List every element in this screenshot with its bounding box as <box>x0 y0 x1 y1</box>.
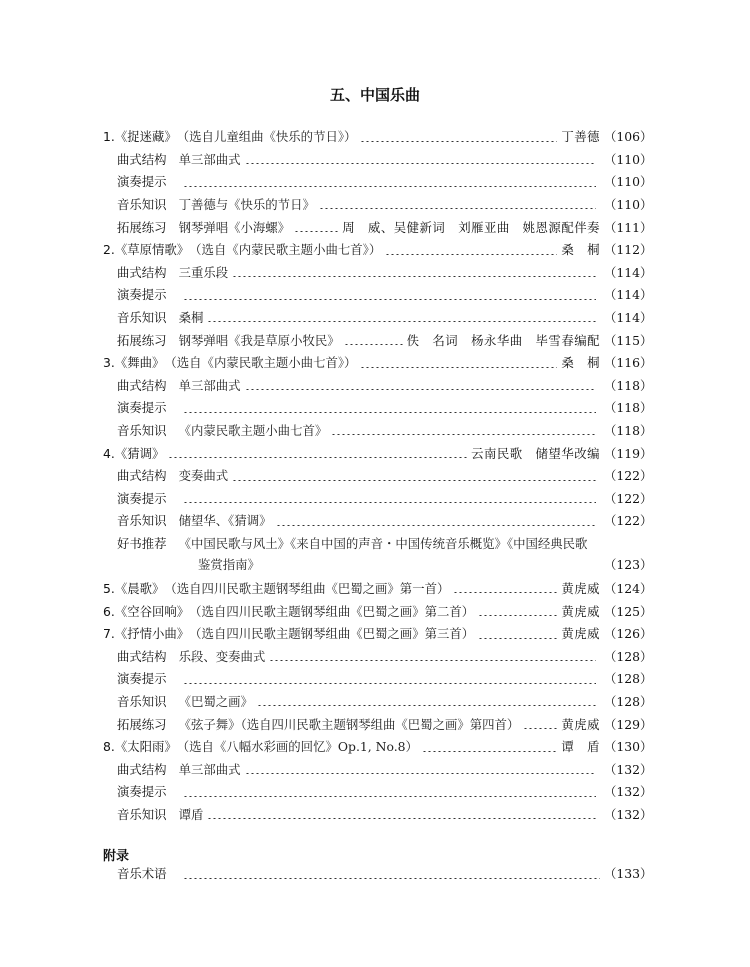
subentry-label: 音乐知识 <box>117 422 167 438</box>
entry-number: 6. <box>103 603 115 619</box>
dot-leader <box>276 525 597 526</box>
appendix-item[interactable] <box>103 858 653 882</box>
subentry-label: 曲式结构 <box>117 151 167 167</box>
subentry-label: 曲式结构 <box>117 648 167 664</box>
subentry-label: 音乐知识 <box>117 807 167 822</box>
dot-leader <box>478 615 557 616</box>
toc-entry[interactable] <box>103 618 653 642</box>
toc-subentry[interactable] <box>103 189 653 212</box>
dot-leader <box>453 592 557 593</box>
subentry-page: （129） <box>604 716 653 732</box>
toc-subentry[interactable] <box>103 754 653 777</box>
dot-leader <box>269 660 596 661</box>
entry-source: （选自《内蒙民歌主题小曲七首》） <box>189 242 382 258</box>
subentry-page: （114） <box>604 264 653 280</box>
subentry-desc: 《巴蜀之画》 <box>178 694 253 710</box>
subentry-desc: 《中国民歌与风土》《来自中国的声音・中国传统音乐概览》《中国经典民歌 <box>178 535 588 551</box>
subentry-page: （132） <box>604 807 653 822</box>
subentry-page: （128） <box>604 648 653 664</box>
entry-title: 《草原情歌》 <box>114 242 190 258</box>
dot-leader <box>422 751 557 752</box>
entry-title: 《空谷回响》 <box>114 603 190 619</box>
subentry-page: （118） <box>604 377 653 393</box>
subentry-page: （132） <box>604 784 653 800</box>
entry-source: （选自《八幅水彩画的回忆》Op.1, No.8） <box>176 739 418 755</box>
subentry-desc: 变奏曲式 <box>178 468 229 484</box>
entry-source: （选自四川民歌主题钢琴组曲《巴蜀之画》第二首） <box>189 603 475 619</box>
subentry-desc: 《内蒙民歌主题小曲七首》 <box>178 422 328 438</box>
dot-leader <box>360 141 557 142</box>
subentry-label: 拓展练习 <box>117 716 167 732</box>
subentry-page: （123） <box>604 556 653 572</box>
dot-leader <box>245 773 596 774</box>
toc-subentry[interactable] <box>103 144 653 167</box>
subentry-label: 演奏提示 <box>117 784 167 800</box>
dot-leader <box>344 344 403 345</box>
subentry-desc-continued: 鉴赏指南》 <box>198 556 260 572</box>
toc-subentry[interactable] <box>103 211 653 235</box>
entry-page: （119） <box>604 445 653 461</box>
subentry-label: 好书推荐 <box>117 535 167 551</box>
dot-leader <box>245 163 596 164</box>
toc-entry[interactable] <box>103 121 653 145</box>
toc-subentry[interactable] <box>103 528 650 551</box>
subentry-desc: 丁善德与《快乐的节日》 <box>178 196 315 212</box>
entry-source: （选自四川民歌主题钢琴组曲《巴蜀之画》第一首） <box>164 581 450 597</box>
toc-entry[interactable] <box>103 437 653 461</box>
subentry-label: 演奏提示 <box>117 287 167 303</box>
subentry-label: 曲式结构 <box>117 468 167 484</box>
toc-subentry[interactable] <box>103 392 653 416</box>
section-title: 五、中国乐曲 <box>329 86 420 104</box>
subentry-page: （110） <box>604 174 653 190</box>
subentry-author: 佚 名词 杨永华曲 毕雪春编配 <box>406 332 600 348</box>
entry-author: 桑 桐 <box>561 242 600 258</box>
dot-leader <box>319 208 596 209</box>
dot-leader <box>232 480 596 481</box>
entry-author: 黄虎威 <box>561 626 600 642</box>
appendix-item-label: 音乐术语 <box>117 866 167 882</box>
entry-author: 云南民歌 储望华改编 <box>471 445 600 461</box>
subentry-desc: 谭盾 <box>178 807 204 822</box>
toc-subentry[interactable] <box>103 686 653 710</box>
entry-number: 5. <box>103 581 115 597</box>
entry-page: （126） <box>604 626 653 642</box>
subentry-author: 周 威、吴健新词 刘雁亚曲 姚恩源配伴奏 <box>342 219 600 235</box>
subentry-label: 演奏提示 <box>117 490 167 506</box>
toc-subentry[interactable] <box>103 483 653 506</box>
entry-author: 丁善德 <box>561 129 600 145</box>
entry-source: （选自《内蒙民歌主题小曲七首》） <box>164 355 357 371</box>
subentry-page: （114） <box>604 287 653 303</box>
subentry-page: （122） <box>604 513 653 529</box>
entry-author: 黄虎威 <box>561 603 600 619</box>
toc-entry[interactable] <box>103 234 653 258</box>
dot-leader <box>331 434 596 435</box>
subentry-label: 拓展练习 <box>117 332 167 348</box>
subentry-desc: 桑桐 <box>178 309 204 325</box>
entry-author: 桑 桐 <box>561 355 600 371</box>
toc-subentry[interactable] <box>103 663 653 687</box>
toc-subentry[interactable] <box>103 279 653 303</box>
toc-subentry[interactable] <box>103 776 653 800</box>
dot-leader <box>232 276 596 277</box>
appendix-item-page: （133） <box>604 866 653 882</box>
subentry-page: （110） <box>604 151 653 167</box>
dot-leader <box>207 818 596 819</box>
table-of-contents <box>103 121 653 822</box>
subentry-desc: 钢琴弹唱《我是草原小牧民》 <box>178 332 340 348</box>
subentry-desc: 钢琴弹唱《小海螺》 <box>178 219 291 235</box>
entry-page: （116） <box>604 355 653 371</box>
subentry-page: （118） <box>604 422 653 438</box>
toc-subentry[interactable] <box>103 166 653 190</box>
toc-subentry[interactable] <box>103 257 653 280</box>
subentry-page: （122） <box>604 468 653 484</box>
dot-leader <box>523 728 557 729</box>
entry-author: 谭 盾 <box>561 739 600 755</box>
toc-entry[interactable] <box>103 731 653 755</box>
toc-subentry[interactable] <box>103 370 653 393</box>
subentry-page: （118） <box>604 400 653 416</box>
subentry-label: 音乐知识 <box>117 513 167 529</box>
entry-number: 8. <box>103 739 115 755</box>
subentry-page: （110） <box>604 196 653 212</box>
dot-leader <box>183 502 596 503</box>
dot-leader <box>294 231 338 232</box>
entry-title: 《太阳雨》 <box>114 739 177 755</box>
toc-entry[interactable] <box>103 347 653 371</box>
dot-leader <box>478 638 557 639</box>
subentry-page: （115） <box>604 332 653 348</box>
subentry-label: 音乐知识 <box>117 694 167 710</box>
dot-leader <box>183 878 600 879</box>
entry-number: 4. <box>103 445 115 461</box>
entry-title: 《晨歌》 <box>114 581 165 597</box>
entry-title: 《猜调》 <box>114 445 165 461</box>
entry-number: 1. <box>103 129 115 145</box>
subentry-label: 演奏提示 <box>117 671 167 687</box>
toc-subentry[interactable] <box>103 460 653 484</box>
subentry-page: （132） <box>604 761 653 777</box>
subentry-label: 音乐知识 <box>117 309 167 325</box>
subentry-label: 音乐知识 <box>117 196 167 212</box>
subentry-desc: 《弦子舞》（选自四川民歌主题钢琴组曲《巴蜀之画》第四首） <box>178 716 520 732</box>
entry-page: （112） <box>604 242 653 258</box>
subentry-label: 演奏提示 <box>117 174 167 190</box>
subentry-desc: 乐段、变奏曲式 <box>178 648 266 664</box>
entry-source: （选自儿童组曲《快乐的节日》） <box>176 129 357 145</box>
subentry-page: （128） <box>604 694 653 710</box>
dot-leader <box>385 254 557 255</box>
subentry-desc: 三重乐段 <box>178 264 229 280</box>
toc-subentry[interactable] <box>103 799 653 822</box>
subentry-desc: 单三部曲式 <box>178 151 241 167</box>
toc-subentry[interactable] <box>103 302 653 325</box>
entry-source: （选自四川民歌主题钢琴组曲《巴蜀之画》第三首） <box>189 626 475 642</box>
entry-page: （125） <box>604 603 653 619</box>
dot-leader <box>183 299 596 300</box>
subentry-label: 曲式结构 <box>117 377 167 393</box>
entry-number: 3. <box>103 355 115 371</box>
subentry-page: （114） <box>604 309 653 325</box>
toc-entry[interactable] <box>103 595 653 619</box>
dot-leader <box>360 367 557 368</box>
entry-number: 2. <box>103 242 115 258</box>
toc-subentry[interactable] <box>103 505 653 529</box>
entry-number: 7. <box>103 626 115 642</box>
subentry-desc: 储望华、《猜调》 <box>178 513 272 529</box>
subentry-author: 黄虎威 <box>561 716 600 732</box>
dot-leader <box>183 186 596 187</box>
appendix-heading: 附录 <box>103 849 130 864</box>
appendix-list <box>103 858 653 882</box>
entry-title: 《抒情小曲》 <box>114 626 190 642</box>
dot-leader <box>257 705 596 706</box>
dot-leader <box>207 321 596 322</box>
dot-leader <box>183 683 596 684</box>
dot-leader <box>183 796 596 797</box>
subentry-label: 曲式结构 <box>117 761 167 777</box>
entry-page: （124） <box>604 581 653 597</box>
entry-author: 黄虎威 <box>561 581 600 597</box>
subentry-page: （111） <box>604 219 653 235</box>
entry-page: （106） <box>604 129 653 145</box>
subentry-desc: 单三部曲式 <box>178 761 241 777</box>
toc-entry[interactable] <box>103 573 653 597</box>
entry-title: 《捉迷藏》 <box>114 129 177 145</box>
toc-subentry[interactable] <box>103 641 653 664</box>
toc-subentry[interactable] <box>103 324 653 348</box>
toc-subentry-continuation <box>103 550 653 573</box>
toc-subentry[interactable] <box>103 415 653 438</box>
subentry-desc: 单三部曲式 <box>178 377 241 393</box>
entry-page: （130） <box>604 739 653 755</box>
toc-subentry[interactable] <box>103 708 653 732</box>
subentry-label: 曲式结构 <box>117 264 167 280</box>
subentry-page: （122） <box>604 490 653 506</box>
subentry-label: 演奏提示 <box>117 400 167 416</box>
dot-leader <box>168 457 467 458</box>
dot-leader <box>245 389 596 390</box>
entry-title: 《舞曲》 <box>114 355 165 371</box>
subentry-label: 拓展练习 <box>117 219 167 235</box>
dot-leader <box>183 412 596 413</box>
subentry-page: （128） <box>604 671 653 687</box>
